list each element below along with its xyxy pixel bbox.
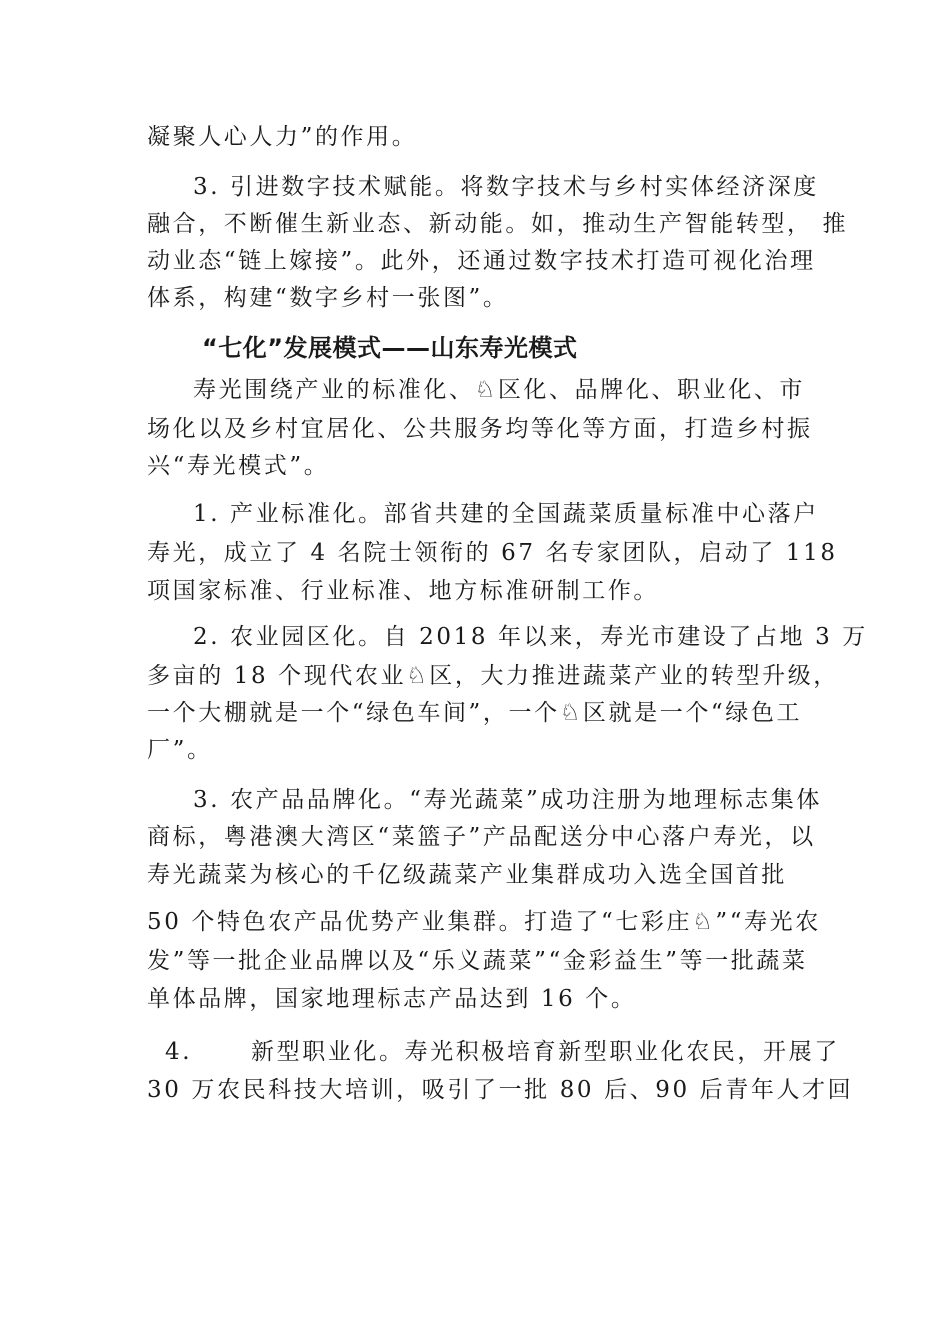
- paragraph-line: 凝聚人心人力”的作用。: [147, 124, 418, 150]
- paragraph-line: 寿光围绕产业的标准化、♘区化、品牌化、职业化、市: [193, 377, 806, 403]
- paragraph-line: 厂”。: [147, 737, 213, 763]
- paragraph-line: 3. 引进数字技术赋能。将数字技术与乡村实体经济深度: [193, 174, 819, 200]
- paragraph-line: 新型职业化。寿光积极培育新型职业化农民，开展了: [251, 1039, 840, 1065]
- paragraph-line: 50 个特色农产品优势产业集群。打造了“七彩庄♘”“寿光农: [147, 909, 821, 935]
- paragraph-line: 30 万农民科技大培训，吸引了一批 80 后、90 后青年人才回: [147, 1077, 854, 1103]
- paragraph-line: 1. 产业标准化。部省共建的全国蔬菜质量标准中心落户: [193, 501, 819, 527]
- paragraph-line: 兴“寿光模式”。: [147, 453, 330, 479]
- paragraph-line: 发”等一批企业品牌以及“乐义蔬菜”“金彩益生”等一批蔬菜: [147, 948, 808, 974]
- paragraph-line: 商标，粤港澳大湾区“菜篮子”产品配送分中心落户寿光，以: [147, 824, 816, 850]
- paragraph-line: 体系，构建“数字乡村一张图”。: [147, 285, 509, 311]
- list-number: 4.: [165, 1039, 193, 1065]
- paragraph-line: 场化以及乡村宜居化、公共服务均等化等方面，打造乡村振: [147, 416, 813, 442]
- section-heading: “七化”发展模式——山东寿光模式: [202, 334, 578, 362]
- paragraph-line: 寿光，成立了 4 名院士领衔的 67 名专家团队，启动了 118: [147, 540, 838, 566]
- paragraph-line: 2. 农业园区化。自 2018 年以来，寿光市建设了占地 3 万: [193, 624, 868, 650]
- paragraph-line: 一个大棚就是一个“绿色车间”，一个♘区就是一个“绿色工: [147, 700, 803, 726]
- paragraph-line: 3. 农产品品牌化。“寿光蔬菜”成功注册为地理标志集体: [193, 787, 822, 813]
- paragraph-line: 融合，不断催生新业态、新动能。如，推动生产智能转型， 推: [147, 211, 849, 237]
- paragraph-line: 多亩的 18 个现代农业♘区，大力推进蔬菜产业的转型升级，: [147, 663, 839, 689]
- paragraph-line: 项国家标准、行业标准、地方标准研制工作。: [147, 578, 659, 604]
- paragraph-line: 单体品牌，国家地理标志产品达到 16 个。: [147, 986, 637, 1012]
- paragraph-line: 动业态“链上嫁接”。此外，还通过数字技术打造可视化治理: [147, 248, 816, 274]
- paragraph-line: 寿光蔬菜为核心的千亿级蔬菜产业集群成功入选全国首批: [147, 862, 787, 888]
